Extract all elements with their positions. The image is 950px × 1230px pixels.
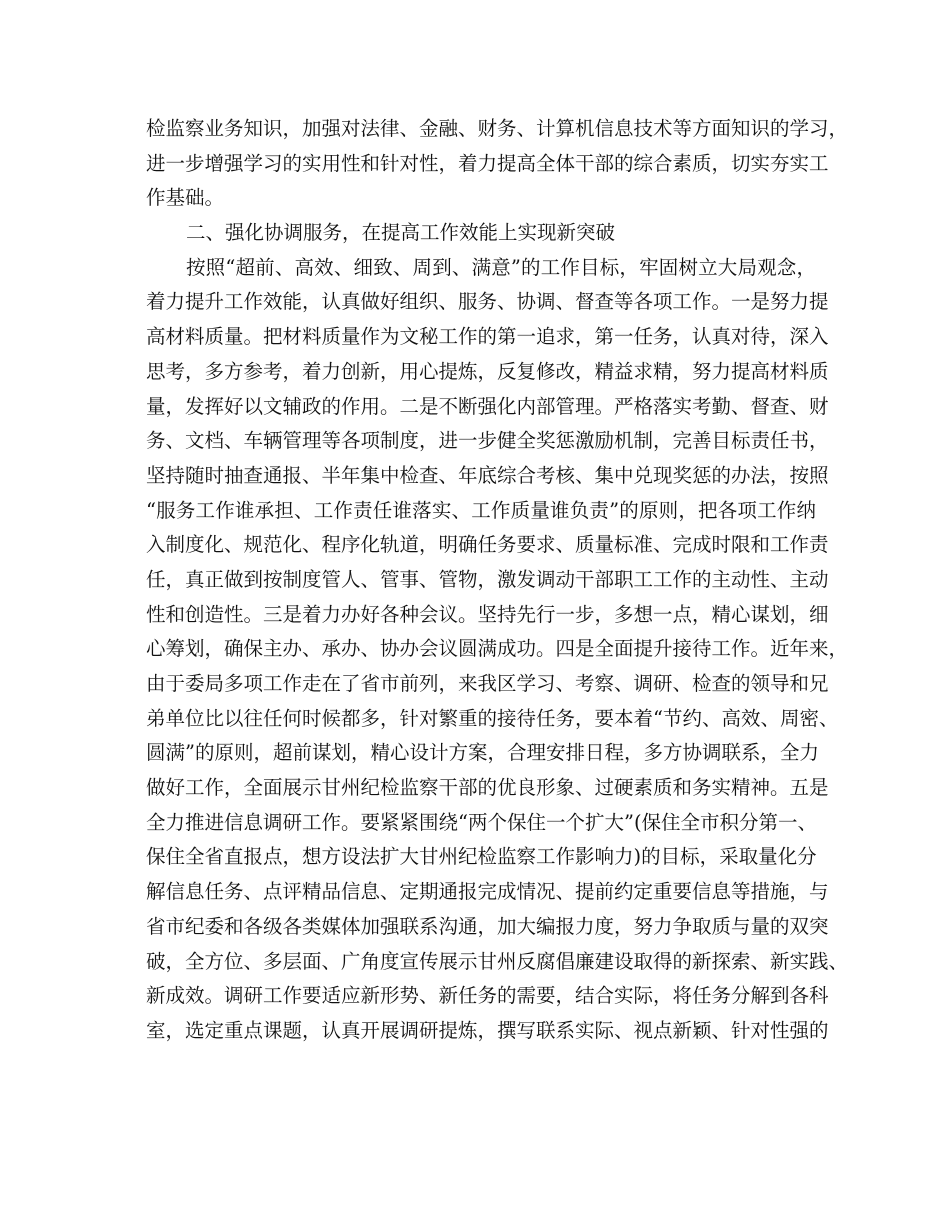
- text-line: 性和创造性。三是着力办好各种会议。坚持先行一步，多想一点，精心谋划，细: [146, 602, 829, 626]
- text-line: “服务工作谁承担、工作责任谁落实、工作质量谁负责”的原则，把各项工作纳: [146, 498, 816, 522]
- text-line: 弟单位比以往任何时候都多，针对繁重的接待任务，要本着“节约、高效、周密、: [146, 706, 839, 730]
- text-line: 高材料质量。把材料质量作为文秘工作的第一追求，第一任务，认真对待，深入: [146, 325, 829, 349]
- text-line: 进一步增强学习的实用性和针对性，着力提高全体干部的综合素质，切实夯实工: [146, 151, 829, 175]
- text-line: 务、文档、车辆管理等各项制度，进一步健全奖惩激励机制，完善目标责任书，: [146, 429, 829, 453]
- text-line: 由于委局多项工作走在了省市前列，来我区学习、考察、调研、检查的领导和兄: [146, 672, 829, 695]
- section-heading: 二、强化协调服务，在提高工作效能上实现新突破: [186, 221, 616, 245]
- text-line: 圆满”的原则，超前谋划，精心设计方案，合理安排日程，多方协调联系，全力: [146, 741, 819, 765]
- text-line: 着力提升工作效能，认真做好组织、服务、协调、督查等各项工作。一是努力提: [146, 290, 829, 314]
- body-text: [146, 112, 849, 1049]
- text-line: 思考，多方参考，着力创新，用心提炼，反复修改，精益求精，努力提高材料质: [146, 359, 829, 383]
- text-line: 检监察业务知识，加强对法律、金融、财务、计算机信息技术等方面知识的学习，: [146, 117, 849, 140]
- text-line: 坚持随时抽查通报、半年集中检查、年底综合考核、集中兑现奖惩的办法，按照: [146, 463, 829, 487]
- text-line: 做好工作，全面展示甘州纪检监察干部的优良形象、过硬素质和务实精神。五是: [146, 776, 829, 800]
- text-line: 全力推进信息调研工作。要紧紧围绕“两个保住一个扩大”(保住全市积分第一、: [146, 810, 818, 834]
- text-line: 任，真正做到按制度管人、管事、管物，激发调动干部职工工作的主动性、主动: [146, 567, 829, 591]
- text-line: 新成效。调研工作要适应新形势、新任务的需要，结合实际，将任务分解到各科: [146, 984, 829, 1008]
- text-line: 按照“超前、高效、细致、周到、满意”的工作目标，牢固树立大局观念，: [186, 255, 816, 279]
- text-line: 保住全省直报点，想方设法扩大甘州纪检监察工作影响力)的目标，采取量化分: [146, 845, 817, 869]
- text-line: 室，选定重点课题，认真开展调研提炼，撰写联系实际、视点新颖、针对性强的: [146, 1018, 829, 1042]
- text-line: 破，全方位、多层面、广角度宣传展示甘州反腐倡廉建设取得的新探索、新实践、: [146, 949, 849, 973]
- text-line: 解信息任务、点评精品信息、定期通报完成情况、提前约定重要信息等措施，与: [146, 880, 829, 904]
- text-line: 心筹划，确保主办、承办、协办会议圆满成功。四是全面提升接待工作。近年来，: [146, 637, 849, 661]
- text-line: 省市纪委和各级各类媒体加强联系沟通，加大编报力度，努力争取质与量的双突: [146, 914, 829, 938]
- text-line: 量，发挥好以文辅政的作用。二是不断强化内部管理。严格落实考勤、督查、财: [146, 394, 829, 418]
- text-line: 作基础。: [146, 186, 225, 210]
- text-line: 入制度化、规范化、程序化轨道，明确任务要求、质量标准、完成时限和工作责: [146, 533, 829, 557]
